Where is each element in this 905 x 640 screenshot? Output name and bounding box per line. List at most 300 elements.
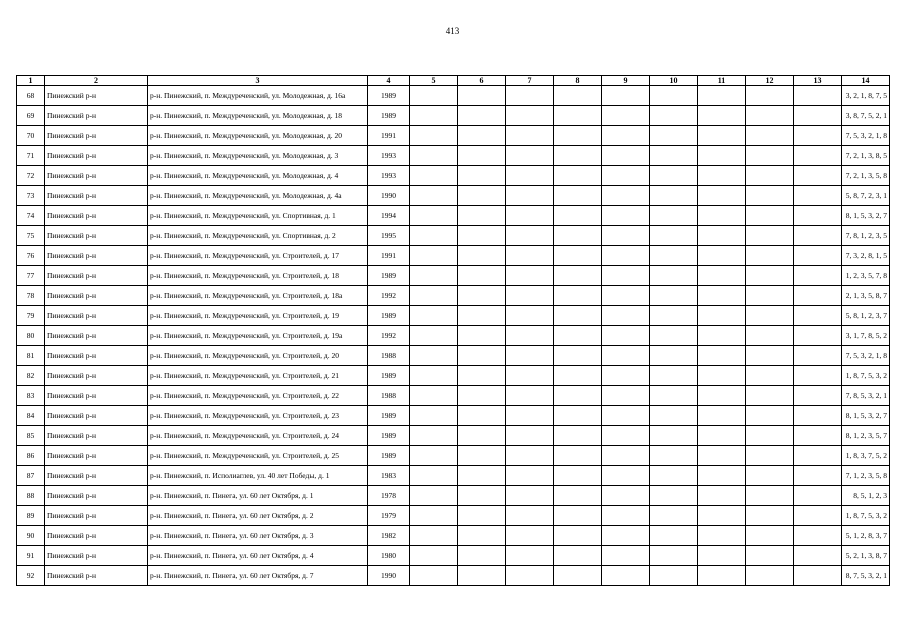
empty-cell <box>698 86 746 106</box>
empty-cell <box>458 186 506 206</box>
empty-cell <box>650 246 698 266</box>
table-row <box>17 146 890 166</box>
empty-cell <box>746 326 794 346</box>
code-cell: 7, 2, 1, 3, 8, 5 <box>842 146 890 166</box>
district-cell: Пинежский р-н <box>45 106 148 126</box>
table-row <box>17 526 890 546</box>
empty-cell <box>410 206 458 226</box>
address-cell: р-н. Пинежский, п. Междуреченский, ул. Строителей, д. 19 <box>148 306 368 326</box>
column-header: 10 <box>650 76 698 86</box>
year-cell: 1989 <box>368 366 410 386</box>
empty-cell <box>698 546 746 566</box>
address-cell: р-н. Пинежский, п. Пинега, ул. 60 лет Октября, д. 4 <box>148 546 368 566</box>
address-cell: р-н. Пинежский, п. Междуреченский, ул. Строителей, д. 25 <box>148 446 368 466</box>
row-number-cell: 74 <box>17 206 45 226</box>
district-cell: Пинежский р-н <box>45 466 148 486</box>
empty-cell <box>650 126 698 146</box>
empty-cell <box>410 186 458 206</box>
empty-cell <box>602 386 650 406</box>
empty-cell <box>554 266 602 286</box>
empty-cell <box>506 246 554 266</box>
row-number-cell: 68 <box>17 86 45 106</box>
empty-cell <box>554 386 602 406</box>
empty-cell <box>602 146 650 166</box>
empty-cell <box>458 226 506 246</box>
code-cell: 1, 8, 7, 5, 3, 2 <box>842 506 890 526</box>
empty-cell <box>698 306 746 326</box>
empty-cell <box>458 246 506 266</box>
empty-cell <box>698 186 746 206</box>
empty-cell <box>794 466 842 486</box>
row-number-cell: 88 <box>17 486 45 506</box>
table-row <box>17 446 890 466</box>
empty-cell <box>506 166 554 186</box>
table-row <box>17 326 890 346</box>
empty-cell <box>458 306 506 326</box>
empty-cell <box>794 186 842 206</box>
year-cell: 1993 <box>368 146 410 166</box>
empty-cell <box>458 386 506 406</box>
empty-cell <box>602 446 650 466</box>
row-number-cell: 89 <box>17 506 45 526</box>
district-cell: Пинежский р-н <box>45 146 148 166</box>
empty-cell <box>602 526 650 546</box>
table-row <box>17 186 890 206</box>
row-number-cell: 83 <box>17 386 45 406</box>
row-number-cell: 69 <box>17 106 45 126</box>
year-cell: 1991 <box>368 126 410 146</box>
empty-cell <box>554 186 602 206</box>
year-cell: 1983 <box>368 466 410 486</box>
empty-cell <box>458 366 506 386</box>
empty-cell <box>410 126 458 146</box>
row-number-cell: 70 <box>17 126 45 146</box>
empty-cell <box>602 506 650 526</box>
district-cell: Пинежский р-н <box>45 126 148 146</box>
empty-cell <box>746 306 794 326</box>
empty-cell <box>794 406 842 426</box>
address-cell: р-н. Пинежский, п. Междуреченский, ул. Строителей, д. 22 <box>148 386 368 406</box>
empty-cell <box>650 206 698 226</box>
year-cell: 1988 <box>368 346 410 366</box>
address-cell: р-н. Пинежский, п. Междуреченский, ул. Строителей, д. 18 <box>148 266 368 286</box>
empty-cell <box>554 406 602 426</box>
row-number-cell: 90 <box>17 526 45 546</box>
column-header: 1 <box>17 76 45 86</box>
empty-cell <box>554 246 602 266</box>
empty-cell <box>746 366 794 386</box>
district-cell: Пинежский р-н <box>45 306 148 326</box>
empty-cell <box>458 286 506 306</box>
empty-cell <box>698 106 746 126</box>
empty-cell <box>650 546 698 566</box>
empty-cell <box>506 226 554 246</box>
empty-cell <box>602 486 650 506</box>
empty-cell <box>698 386 746 406</box>
district-cell: Пинежский р-н <box>45 86 148 106</box>
empty-cell <box>554 286 602 306</box>
row-number-cell: 76 <box>17 246 45 266</box>
code-cell: 5, 1, 2, 8, 3, 7 <box>842 526 890 546</box>
empty-cell <box>410 506 458 526</box>
empty-cell <box>794 386 842 406</box>
table-row <box>17 226 890 246</box>
empty-cell <box>554 366 602 386</box>
row-number-cell: 79 <box>17 306 45 326</box>
empty-cell <box>458 526 506 546</box>
empty-cell <box>554 166 602 186</box>
address-cell: р-н. Пинежский, п. Междуреченский, ул. Молодежная, д. 16а <box>148 86 368 106</box>
empty-cell <box>554 546 602 566</box>
empty-cell <box>650 286 698 306</box>
address-cell: р-н. Пинежский, п. Междуреченский, ул. Молодежная, д. 20 <box>148 126 368 146</box>
empty-cell <box>746 86 794 106</box>
empty-cell <box>506 426 554 446</box>
empty-cell <box>506 506 554 526</box>
district-cell: Пинежский р-н <box>45 166 148 186</box>
empty-cell <box>794 266 842 286</box>
empty-cell <box>794 146 842 166</box>
row-number-cell: 82 <box>17 366 45 386</box>
empty-cell <box>458 126 506 146</box>
year-cell: 1978 <box>368 486 410 506</box>
empty-cell <box>746 166 794 186</box>
empty-cell <box>458 566 506 586</box>
empty-cell <box>698 366 746 386</box>
empty-cell <box>746 466 794 486</box>
empty-cell <box>602 166 650 186</box>
table-row <box>17 86 890 106</box>
empty-cell <box>698 406 746 426</box>
code-cell: 2, 1, 3, 5, 8, 7 <box>842 286 890 306</box>
empty-cell <box>650 306 698 326</box>
code-cell: 8, 5, 1, 2, 3 <box>842 486 890 506</box>
empty-cell <box>602 286 650 306</box>
column-header: 12 <box>746 76 794 86</box>
empty-cell <box>650 186 698 206</box>
empty-cell <box>410 526 458 546</box>
empty-cell <box>506 406 554 426</box>
district-cell: Пинежский р-н <box>45 326 148 346</box>
empty-cell <box>602 346 650 366</box>
empty-cell <box>410 326 458 346</box>
empty-cell <box>410 406 458 426</box>
empty-cell <box>794 286 842 306</box>
code-cell: 3, 2, 1, 8, 7, 5 <box>842 86 890 106</box>
table-row <box>17 126 890 146</box>
empty-cell <box>506 466 554 486</box>
empty-cell <box>506 286 554 306</box>
empty-cell <box>506 446 554 466</box>
empty-cell <box>410 146 458 166</box>
empty-cell <box>746 346 794 366</box>
district-cell: Пинежский р-н <box>45 486 148 506</box>
empty-cell <box>794 546 842 566</box>
empty-cell <box>506 146 554 166</box>
empty-cell <box>458 326 506 346</box>
empty-cell <box>650 166 698 186</box>
empty-cell <box>506 526 554 546</box>
address-cell: р-н. Пинежский, п. Междуреченский, ул. Строителей, д. 19а <box>148 326 368 346</box>
empty-cell <box>458 346 506 366</box>
code-cell: 7, 8, 5, 3, 2, 1 <box>842 386 890 406</box>
table-row <box>17 486 890 506</box>
empty-cell <box>602 246 650 266</box>
year-cell: 1982 <box>368 526 410 546</box>
table-row <box>17 366 890 386</box>
empty-cell <box>698 246 746 266</box>
row-number-cell: 92 <box>17 566 45 586</box>
empty-cell <box>554 126 602 146</box>
district-cell: Пинежский р-н <box>45 286 148 306</box>
empty-cell <box>410 306 458 326</box>
empty-cell <box>650 526 698 546</box>
empty-cell <box>794 346 842 366</box>
year-cell: 1989 <box>368 446 410 466</box>
row-number-cell: 91 <box>17 546 45 566</box>
empty-cell <box>458 106 506 126</box>
address-cell: р-н. Пинежский, п. Междуреченский, ул. Молодежная, д. 4 <box>148 166 368 186</box>
code-cell: 3, 8, 7, 5, 2, 1 <box>842 106 890 126</box>
empty-cell <box>554 206 602 226</box>
empty-cell <box>410 286 458 306</box>
empty-cell <box>698 566 746 586</box>
empty-cell <box>746 266 794 286</box>
empty-cell <box>650 346 698 366</box>
district-cell: Пинежский р-н <box>45 566 148 586</box>
table-body <box>17 76 890 586</box>
empty-cell <box>698 146 746 166</box>
empty-cell <box>554 346 602 366</box>
code-cell: 1, 8, 7, 5, 3, 2 <box>842 366 890 386</box>
empty-cell <box>506 326 554 346</box>
empty-cell <box>794 326 842 346</box>
code-cell: 7, 3, 2, 8, 1, 5 <box>842 246 890 266</box>
code-cell: 8, 1, 2, 3, 5, 7 <box>842 426 890 446</box>
district-cell: Пинежский р-н <box>45 386 148 406</box>
empty-cell <box>746 206 794 226</box>
table-row <box>17 546 890 566</box>
empty-cell <box>458 266 506 286</box>
empty-cell <box>506 486 554 506</box>
code-cell: 5, 2, 1, 3, 8, 7 <box>842 546 890 566</box>
row-number-cell: 78 <box>17 286 45 306</box>
year-cell: 1990 <box>368 566 410 586</box>
empty-cell <box>410 486 458 506</box>
table-row <box>17 466 890 486</box>
table-row <box>17 566 890 586</box>
empty-cell <box>410 386 458 406</box>
empty-cell <box>650 426 698 446</box>
year-cell: 1992 <box>368 326 410 346</box>
address-cell: р-н. Пинежский, п. Междуреченский, ул. Спортивная, д. 2 <box>148 226 368 246</box>
code-cell: 7, 8, 1, 2, 3, 5 <box>842 226 890 246</box>
empty-cell <box>458 146 506 166</box>
empty-cell <box>698 526 746 546</box>
empty-cell <box>410 366 458 386</box>
empty-cell <box>650 86 698 106</box>
district-cell: Пинежский р-н <box>45 406 148 426</box>
year-cell: 1979 <box>368 506 410 526</box>
empty-cell <box>554 506 602 526</box>
code-cell: 5, 8, 1, 2, 3, 7 <box>842 306 890 326</box>
table-row <box>17 246 890 266</box>
table-row <box>17 266 890 286</box>
empty-cell <box>458 446 506 466</box>
empty-cell <box>602 426 650 446</box>
empty-cell <box>698 466 746 486</box>
empty-cell <box>554 146 602 166</box>
empty-cell <box>410 86 458 106</box>
empty-cell <box>746 506 794 526</box>
table-row <box>17 286 890 306</box>
empty-cell <box>698 506 746 526</box>
empty-cell <box>458 486 506 506</box>
year-cell: 1989 <box>368 86 410 106</box>
empty-cell <box>650 366 698 386</box>
row-number-cell: 71 <box>17 146 45 166</box>
empty-cell <box>698 266 746 286</box>
empty-cell <box>410 566 458 586</box>
empty-cell <box>698 426 746 446</box>
district-cell: Пинежский р-н <box>45 366 148 386</box>
row-number-cell: 72 <box>17 166 45 186</box>
district-cell: Пинежский р-н <box>45 546 148 566</box>
year-cell: 1989 <box>368 106 410 126</box>
column-header: 8 <box>554 76 602 86</box>
district-cell: Пинежский р-н <box>45 206 148 226</box>
district-cell: Пинежский р-н <box>45 346 148 366</box>
empty-cell <box>746 526 794 546</box>
column-header: 6 <box>458 76 506 86</box>
table-row <box>17 406 890 426</box>
code-cell: 7, 2, 1, 3, 5, 8 <box>842 166 890 186</box>
empty-cell <box>746 406 794 426</box>
empty-cell <box>746 546 794 566</box>
empty-cell <box>506 86 554 106</box>
row-number-cell: 80 <box>17 326 45 346</box>
year-cell: 1989 <box>368 306 410 326</box>
empty-cell <box>698 346 746 366</box>
empty-cell <box>794 86 842 106</box>
empty-cell <box>602 326 650 346</box>
empty-cell <box>650 326 698 346</box>
column-header: 13 <box>794 76 842 86</box>
column-header: 3 <box>148 76 368 86</box>
empty-cell <box>410 346 458 366</box>
address-cell: р-н. Пинежский, п. Исполиаглев, ул. 40 лет Победы, д. 1 <box>148 466 368 486</box>
empty-cell <box>794 506 842 526</box>
year-cell: 1990 <box>368 186 410 206</box>
district-cell: Пинежский р-н <box>45 266 148 286</box>
empty-cell <box>506 546 554 566</box>
empty-cell <box>506 266 554 286</box>
table-header-row <box>17 76 890 86</box>
empty-cell <box>746 146 794 166</box>
empty-cell <box>506 306 554 326</box>
column-header: 4 <box>368 76 410 86</box>
empty-cell <box>554 426 602 446</box>
table-row <box>17 426 890 446</box>
empty-cell <box>554 326 602 346</box>
empty-cell <box>746 226 794 246</box>
empty-cell <box>458 206 506 226</box>
table-row <box>17 166 890 186</box>
address-cell: р-н. Пинежский, п. Пинега, ул. 60 лет Октября, д. 1 <box>148 486 368 506</box>
row-number-cell: 87 <box>17 466 45 486</box>
code-cell: 8, 7, 5, 3, 2, 1 <box>842 566 890 586</box>
empty-cell <box>650 466 698 486</box>
empty-cell <box>794 426 842 446</box>
empty-cell <box>554 486 602 506</box>
empty-cell <box>650 386 698 406</box>
empty-cell <box>602 206 650 226</box>
address-cell: р-н. Пинежский, п. Междуреченский, ул. Строителей, д. 17 <box>148 246 368 266</box>
empty-cell <box>410 106 458 126</box>
empty-cell <box>602 406 650 426</box>
address-cell: р-н. Пинежский, п. Междуреченский, ул. Молодежная, д. 18 <box>148 106 368 126</box>
year-cell: 1989 <box>368 266 410 286</box>
code-cell: 8, 1, 5, 3, 2, 7 <box>842 406 890 426</box>
table-row <box>17 346 890 366</box>
empty-cell <box>746 486 794 506</box>
year-cell: 1988 <box>368 386 410 406</box>
empty-cell <box>506 206 554 226</box>
empty-cell <box>458 506 506 526</box>
empty-cell <box>458 426 506 446</box>
empty-cell <box>410 266 458 286</box>
empty-cell <box>602 306 650 326</box>
empty-cell <box>698 166 746 186</box>
address-cell: р-н. Пинежский, п. Междуреченский, ул. Строителей, д. 23 <box>148 406 368 426</box>
table-row <box>17 106 890 126</box>
empty-cell <box>650 226 698 246</box>
district-cell: Пинежский р-н <box>45 186 148 206</box>
empty-cell <box>698 446 746 466</box>
code-cell: 8, 1, 5, 3, 2, 7 <box>842 206 890 226</box>
empty-cell <box>602 106 650 126</box>
district-cell: Пинежский р-н <box>45 226 148 246</box>
empty-cell <box>794 106 842 126</box>
column-header: 11 <box>698 76 746 86</box>
code-cell: 5, 8, 7, 2, 3, 1 <box>842 186 890 206</box>
district-cell: Пинежский р-н <box>45 446 148 466</box>
empty-cell <box>650 506 698 526</box>
empty-cell <box>746 426 794 446</box>
empty-cell <box>554 306 602 326</box>
empty-cell <box>794 166 842 186</box>
district-cell: Пинежский р-н <box>45 426 148 446</box>
row-number-cell: 75 <box>17 226 45 246</box>
year-cell: 1995 <box>368 226 410 246</box>
empty-cell <box>698 286 746 306</box>
code-cell: 1, 2, 3, 5, 7, 8 <box>842 266 890 286</box>
empty-cell <box>410 546 458 566</box>
address-cell: р-н. Пинежский, п. Междуреченский, ул. Строителей, д. 18а <box>148 286 368 306</box>
row-number-cell: 85 <box>17 426 45 446</box>
empty-cell <box>410 446 458 466</box>
table-row <box>17 386 890 406</box>
empty-cell <box>458 406 506 426</box>
year-cell: 1991 <box>368 246 410 266</box>
empty-cell <box>746 246 794 266</box>
table-row <box>17 306 890 326</box>
empty-cell <box>458 466 506 486</box>
empty-cell <box>602 186 650 206</box>
empty-cell <box>506 386 554 406</box>
empty-cell <box>794 526 842 546</box>
empty-cell <box>410 226 458 246</box>
